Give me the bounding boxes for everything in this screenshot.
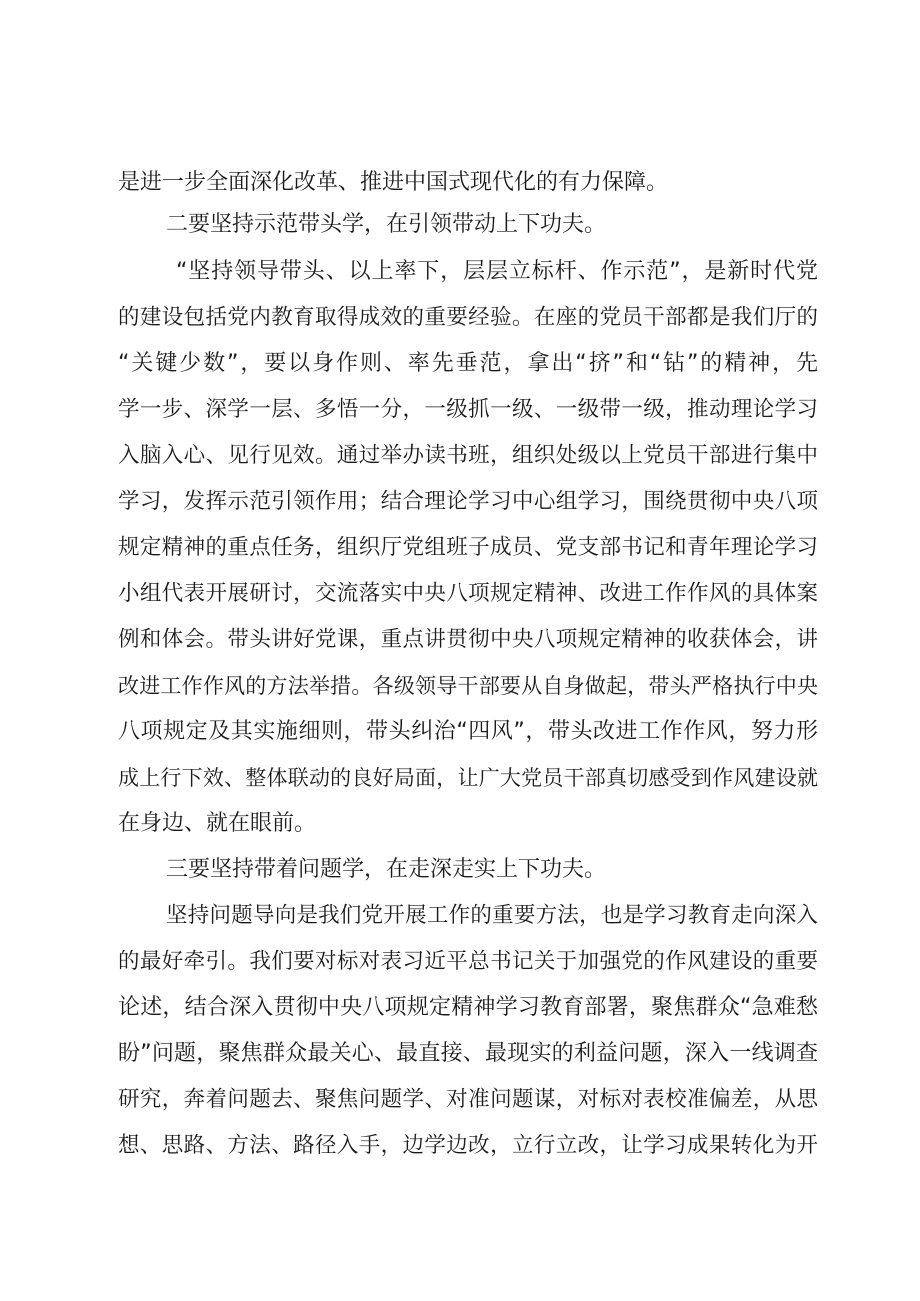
section-heading-3: 三要坚持带着问题学，在走深走实上下功夫。 (166, 857, 607, 882)
text-line-11: 例和体会。带头讲好党课，重点讲贯彻中央八项规定精神的收获体会，讲 (118, 627, 818, 652)
text-line-19: 论述，结合深入贯彻中央八项规定精神学习教育部署，聚焦群众“急难愁 (118, 995, 818, 1020)
text-line-18: 的最好牵引。我们要对标对表习近平总书记关于加强党的作风建设的重要 (118, 949, 818, 974)
text-line-10: 小组代表开展研讨，交流落实中央八项规定精神、改进工作作风的具体案 (118, 581, 818, 606)
text-line-1: 是进一步全面深化改革、推进中国式现代化的有力保障。 (118, 170, 669, 195)
text-line-13: 八项规定及其实施细则，带头纠治“四风”，带头改进工作作风，努力形 (118, 719, 818, 744)
text-line-7: 入脑入心、见行见效。通过举办读书班，组织处级以上党员干部进行集中 (118, 443, 818, 468)
text-line-6: 学一步、深学一层、多悟一分，一级抓一级、一级带一级，推动理论学习 (118, 397, 818, 422)
text-line-22: 想、思路、方法、路径入手，边学边改，立行立改，让学习成果转化为开 (118, 1133, 818, 1158)
text-line-12: 改进工作作风的方法举措。各级领导干部要从自身做起，带头严格执行中央 (118, 674, 818, 698)
section-heading-2: 二要坚持示范带头学，在引领带动上下功夫。 (166, 212, 607, 237)
text-line-9: 规定精神的重点任务，组织厅党组班子成员、党支部书记和青年理论学习 (118, 535, 818, 560)
text-line-15: 在身边、就在眼前。 (118, 811, 317, 836)
text-line-14: 成上行下效、整体联动的良好局面，让广大党员干部真切感受到作风建设就 (118, 766, 818, 790)
text-line-21: 研究，奔着问题去、聚焦问题学、对准问题谋，对标对表校准偏差，从思 (118, 1087, 818, 1112)
text-line-17: 坚持问题导向是我们党开展工作的重要方法，也是学习教育走向深入 (166, 903, 818, 928)
text-line-3: “坚持领导带头、以上率下，层层立标杆、作示范”，是新时代党 (176, 259, 818, 284)
text-line-4: 的建设包括党内教育取得成效的重要经验。在座的党员干部都是我们厅的 (118, 305, 818, 330)
text-line-5: “关键少数”，要以身作则、率先垂范，拿出“挤”和“钻”的精神，先 (118, 351, 818, 376)
text-line-20: 盼”问题，聚焦群众最关心、最直接、最现实的利益问题，深入一线调查 (118, 1041, 818, 1066)
text-line-8: 学习，发挥示范引领作用；结合理论学习中心组学习，围绕贯彻中央八项 (118, 489, 818, 514)
